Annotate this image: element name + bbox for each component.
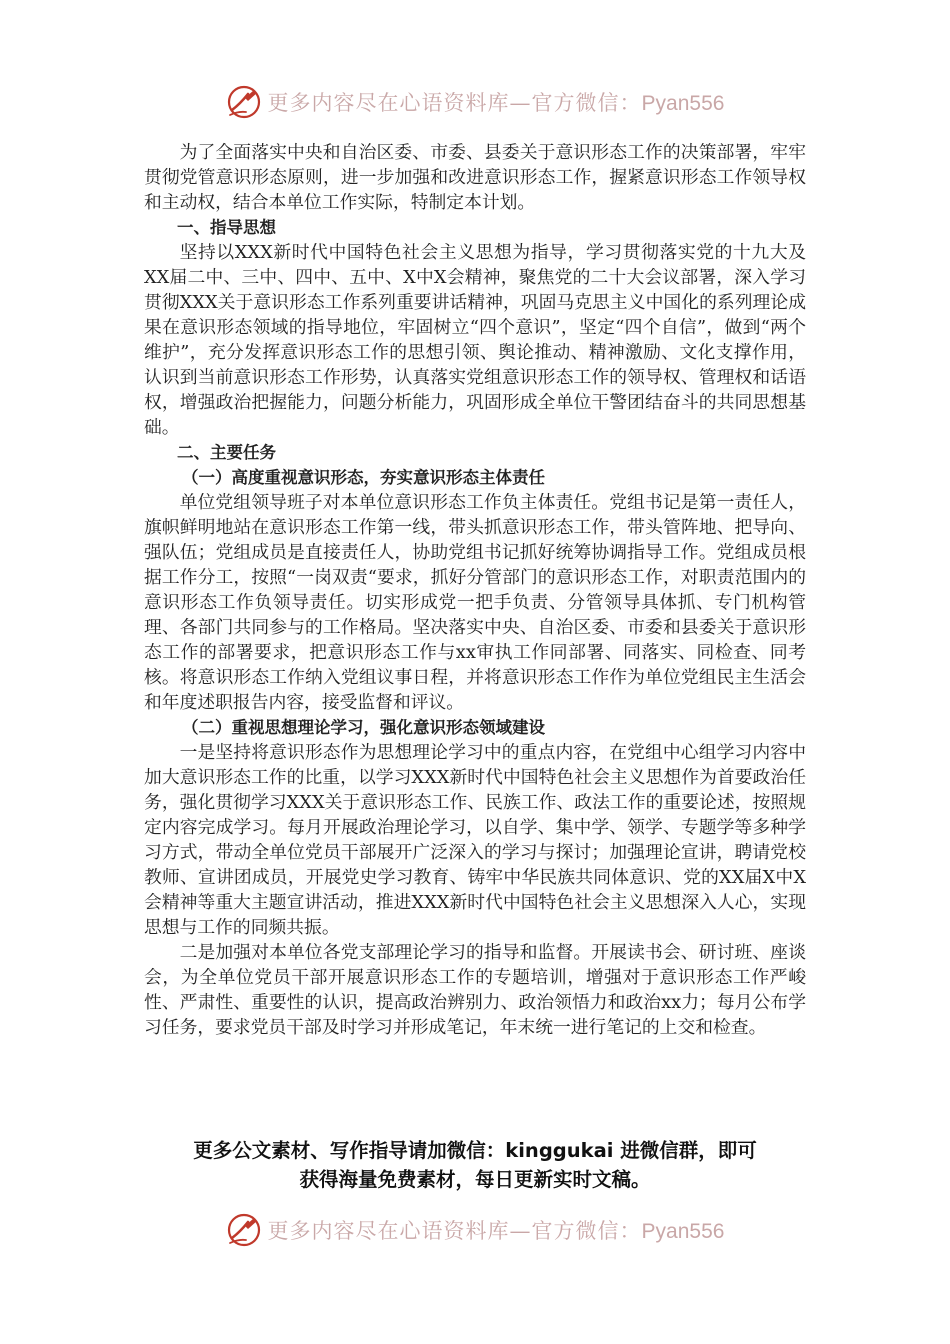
promo-note-line-2: 获得海量免费素材，每日更新实时文稿。 xyxy=(299,1168,651,1191)
responsibility-paragraph: 单位党组领导班子对本单位意识形态工作负主体责任。党组书记是第一责任人，旗帜鲜明地站在意识形态工作第一线，带头抓意识形态工作，带头管阵地、把导向、强队伍；党组成员是直接责任人，协助党组书记抓好统筹协调指导工作。党组成员根据工作分工，按照“一岗双责“要求，抓好分管部门的意识形态工作，对职责范围内的意识形态工作负领导责任。切实形成党一把手负责、分管领导具体抓、专门机构管理、各部门共同参与的工作格局。坚决落实中央、自治区委、市委和县委关于意识形态工作的部署要求，把意识形态工作与xx审执工作同部署、同落实、同检查、同考核。将意识形态工作纳入党组议事日程，并将意识形态工作作为单位党组民主生活会和年度述职报告内容，接受监督和评议。 xyxy=(144,492,806,713)
subsection-heading-responsibility: （一）高度重视意识形态，夯实意识形态主体责任 xyxy=(181,468,545,487)
section-heading-main-tasks: 二、主要任务 xyxy=(177,443,276,462)
subsection-heading-theory-study: （二）重视思想理论学习，强化意识形态领域建设 xyxy=(181,718,545,737)
theory-study-paragraph-2: 二是加强对本单位各党支部理论学习的指导和监督。开展读书会、研讨班、座谈会，为全单位党员干部开展意识形态工作的专题培训，增强对于意识形态工作严峻性、严肃性、重要性的认识，提高政治辨别力、政治领悟力和政治xx力；每月公布学习任务，要求党员干部及时学习并形成笔记，年末统一进行笔记的上交和检查。 xyxy=(144,942,806,1038)
pen-logo-icon xyxy=(226,84,262,120)
guiding-thought-paragraph: 坚持以XXX新时代中国特色社会主义思想为指导，学习贯彻落实党的十九大及XX届二中、三中、四中、五中、X中X会精神，聚焦党的二十大会议部署，深入学习贯彻XXX关于意识形态工作系列重要讲话精神，巩固马克思主义中国化的系列理论成果在意识形态领域的指导地位，牢固树立“四个意识”，坚定“四个自信”，做到“两个维护”，充分发挥意识形态工作的思想引领、舆论推动、精神激励、文化支撑作用，认识到当前意识形态工作形势，认真落实党组意识形态工作的领导权、管理权和话语权，增强政治把握能力，问题分析能力，巩固形成全单位干警团结奋斗的共同思想基础。 xyxy=(144,242,806,438)
wechat-id: Pyan556 xyxy=(641,92,725,115)
promo-note xyxy=(100,1136,850,1194)
wechat-id: Pyan556 xyxy=(641,1220,725,1243)
section-heading-guiding-thought: 一、指导思想 xyxy=(177,218,276,237)
theory-study-paragraph-1: 一是坚持将意识形态作为思想理论学习中的重点内容，在党组中心组学习内容中加大意识形态工作的比重，以学习XXX新时代中国特色社会主义思想作为首要政治任务，强化贯彻学习XXX关于意识形态工作、民族工作、政法工作的重要论述，按照规定内容完成学习。每月开展政治理论学习，以自学、集中学、领学、专题学等多种学习方式，带动全单位党员干部展开广泛深入的学习与探讨；加强理论宣讲，聘请党校教师、宣讲团成员，开展党史学习教育、铸牢中华民族共同体意识、党的XX届X中X会精神等重大主题宣讲活动，推进XXX新时代中国特色社会主义思想深入人心，实现思想与工作的同频共振。 xyxy=(144,742,806,938)
document-body xyxy=(144,140,806,1040)
banner-text: 更多内容尽在心语资料库—官方微信：Pyan556 xyxy=(267,91,725,115)
pen-logo-icon xyxy=(226,1212,262,1248)
header-banner xyxy=(0,82,950,122)
footer-banner xyxy=(0,1210,950,1250)
promo-note-line-1: 更多公文素材、写作指导请加微信：kinggukai 进微信群，即可 xyxy=(193,1139,757,1162)
banner-text: 更多内容尽在心语资料库—官方微信：Pyan556 xyxy=(267,1219,725,1243)
intro-paragraph: 为了全面落实中央和自治区委、市委、县委关于意识形态工作的决策部署，牢牢贯彻党管意识形态原则，进一步加强和改进意识形态工作，握紧意识形态工作领导权和主动权，结合本单位工作实际，特制定本计划。 xyxy=(144,142,806,213)
